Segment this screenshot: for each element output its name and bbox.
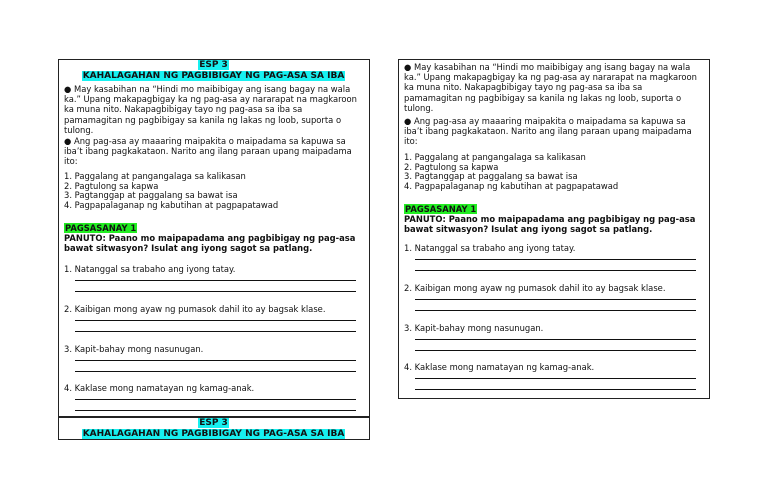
question-3: 3. Kapit-bahay mong nasunugan. [64,344,204,354]
question-1: 1. Natanggal sa trabaho ang iyong tatay. [64,264,236,274]
worksheet-title: KAHALAGAHAN NG PAGBIBIGAY NG PAG-ASA SA IBA [82,71,345,81]
question-2: 2. Kaibigan mong ayaw ng pumasok dahil ito ay bagsak klase. [64,304,326,314]
list-item: 3. Pagtanggap at paggalang sa bawat isa [404,171,578,182]
answer-line[interactable] [415,389,696,390]
intro-paragraph-2: ● Ang pag-asa ay maaaring maipakita o maipadama sa kapuwa sa iba’t ibang pagkakataon. Narito ang ilang paraan upang maipadama ito: [64,136,352,167]
intro-paragraph-1: ● May kasabihan na “Hindi mo maibibigay ang isang bagay na wala ka.” Upang makapagbigay ka ng pag-asa ay nararapat na magkaroon ka muna nito. Nakapagbibigay tayo ng pag-asa sa iba sa pamamagitan ng pagbibigay sa kanila ng lakas ng loob, suporta o tulong. [404,62,697,113]
instructions: PANUTO: Paano mo maipapadama ang pagbibigay ng pag-asa bawat sitwasyon? Isulat ang iyong sagot sa patlang. [404,214,696,234]
question-3: 3. Kapit-bahay mong nasunugan. [404,323,544,333]
question-2: 2. Kaibigan mong ayaw ng pumasok dahil ito ay bagsak klase. [404,283,666,293]
worksheet-card-right [398,59,710,399]
instructions: PANUTO: Paano mo maipapadama ang pagbibigay ng pag-asa bawat sitwasyon? Isulat ang iyong sagot sa patlang. [64,233,356,253]
question-4: 4. Kaklase mong namatayan ng kamag-anak. [64,383,255,393]
answer-line[interactable] [75,280,356,281]
answer-line[interactable] [75,331,356,332]
question-4: 4. Kaklase mong namatayan ng kamag-anak. [404,362,595,372]
answer-line[interactable] [415,339,696,340]
answer-line[interactable] [75,291,356,292]
answer-line[interactable] [415,310,696,311]
subject-label: ESP 3 [199,418,228,428]
list-item: 1. Paggalang at pangangalaga sa kalikasan [64,171,246,181]
ways-list [404,153,703,191]
answer-line[interactable] [75,320,356,321]
list-item: 4. Pagpapalaganap ng kabutihan at pagpapatawad [404,180,619,191]
answer-line[interactable] [415,378,696,379]
subject-label: ESP 3 [199,60,228,70]
question-1: 1. Natanggal sa trabaho ang iyong tatay. [404,243,576,253]
activity-label: PAGSASANAY 1 [65,223,137,233]
worksheet-title: KAHALAGAHAN NG PAGBIBIGAY NG PAG-ASA SA IBA [82,429,345,439]
list-item: 4. Pagpapalaganap ng kabutihan at pagpapatawad [64,199,279,210]
answer-line[interactable] [75,399,356,400]
intro-paragraph-1: ● May kasabihan na “Hindi mo maibibigay ang isang bagay na wala ka.” Upang makapagbigay ka ng pag-asa ay nararapat na magkaroon ka muna nito. Nakapagbibigay tayo ng pag-asa sa iba sa pamamagitan ng pagbibigay sa kanila ng lakas ng loob, suporta o tulong. [64,84,357,135]
ways-list [64,172,363,210]
list-item: 2. Pagtulong sa kapwa [404,161,499,172]
list-item: 1. Paggalang at pangangalaga sa kalikasan [404,152,586,162]
list-item: 2. Pagtulong sa kapwa [64,180,159,191]
activity-label: PAGSASANAY 1 [405,204,477,214]
answer-line[interactable] [415,299,696,300]
answer-line[interactable] [415,350,696,351]
answer-line[interactable] [75,410,356,411]
answer-line[interactable] [75,360,356,361]
intro-paragraph-2: ● Ang pag-asa ay maaaring maipakita o maipadama sa kapuwa sa iba’t ibang pagkakataon. Narito ang ilang paraan upang maipadama ito: [404,116,692,147]
answer-line[interactable] [415,270,696,271]
worksheet-card-left [58,59,370,417]
answer-line[interactable] [75,371,356,372]
answer-line[interactable] [415,259,696,260]
card-header [64,60,363,82]
list-item: 3. Pagtanggap at paggalang sa bawat isa [64,190,238,201]
worksheet-card-left-next [58,417,370,440]
